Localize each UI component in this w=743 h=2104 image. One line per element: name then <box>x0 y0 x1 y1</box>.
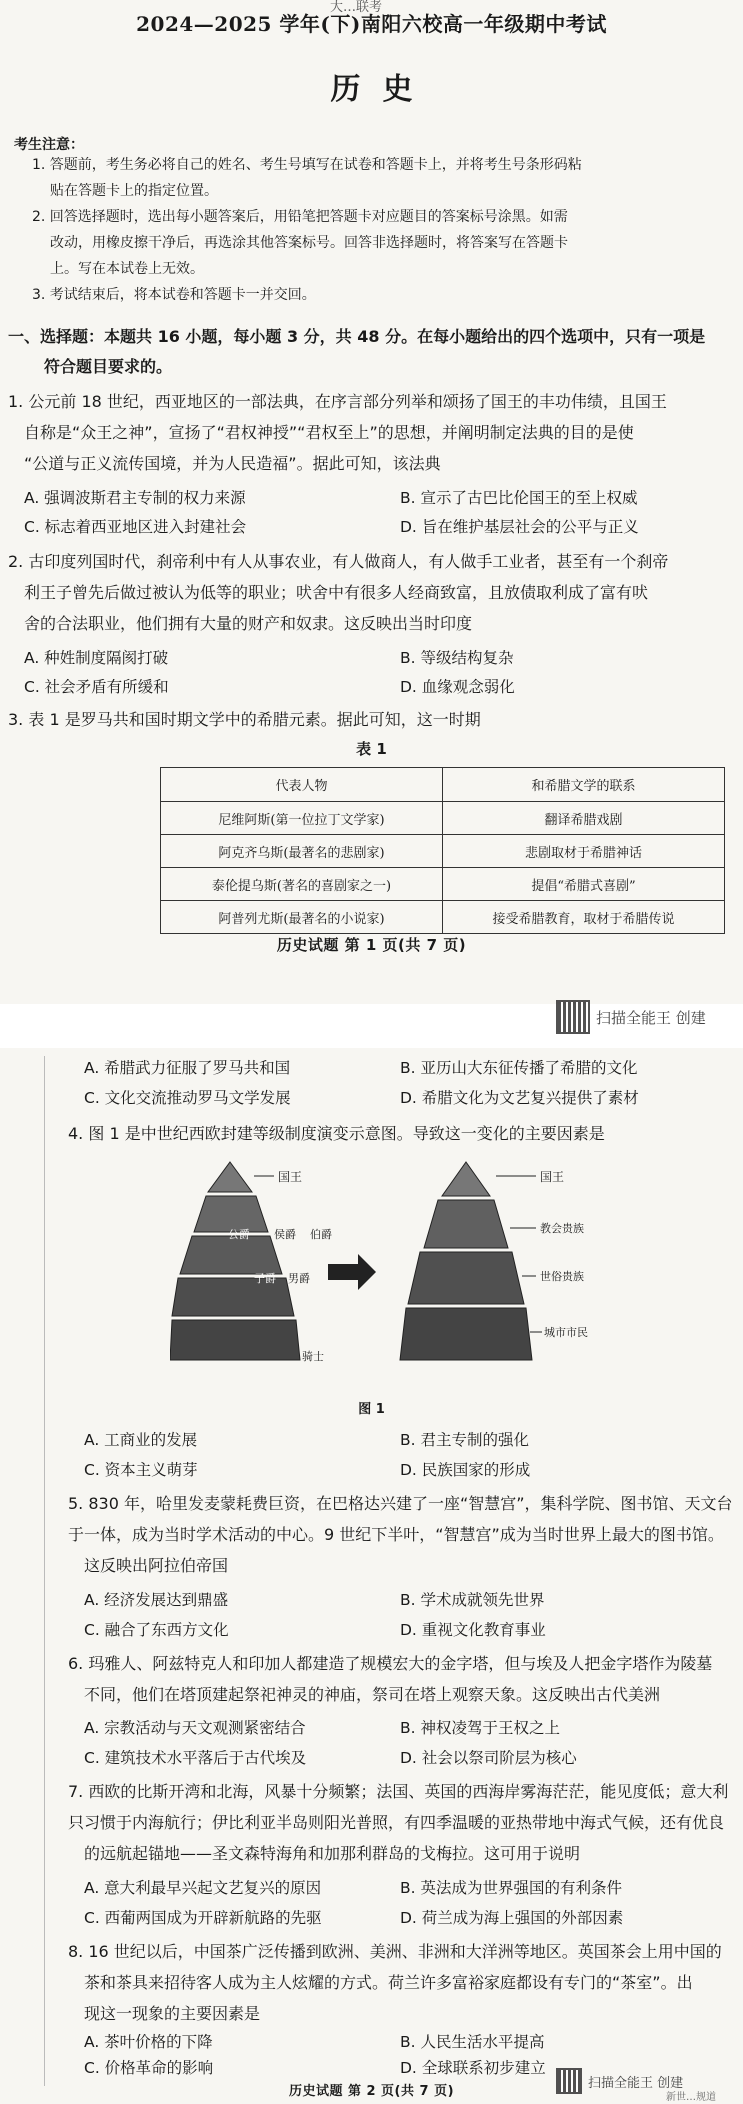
table-cell: 接受希腊教育，取材于希腊传说 <box>443 901 725 934</box>
table-header-cell: 和希腊文学的联系 <box>443 768 725 802</box>
exam-page-1 <box>0 0 743 1027</box>
table-cell: 悲剧取材于希腊神话 <box>443 835 725 868</box>
q7-option-a: A. 意大利最早兴起文艺复兴的原因 <box>84 1879 322 1897</box>
qr-code-icon <box>556 2068 582 2094</box>
figure-label: 子爵 <box>254 1272 276 1285</box>
q2-stem: 舍的合法职业，他们拥有大量的财产和奴隶。这反映出当时印度 <box>24 614 473 633</box>
page-edge-line <box>44 1056 45 2086</box>
q4-option-b: B. 君主专制的强化 <box>400 1431 529 1449</box>
section-heading: 一、选择题：本题共 16 小题，每小题 3 分，共 48 分。在每小题给出的四个选项中，只有一项是 <box>8 327 706 346</box>
scanner-watermark <box>556 2068 683 2094</box>
q1-option-a: A. 强调波斯君主专制的权力来源 <box>24 489 246 507</box>
figure-label: 男爵 <box>288 1272 310 1285</box>
right-pyramid <box>400 1162 532 1360</box>
q7-option-b: B. 英法成为世界强国的有利条件 <box>400 1879 622 1897</box>
q1-option-b: B. 宣示了古巴比伦国王的至上权威 <box>400 489 638 507</box>
q7-stem: 的远航起锚地——圣文森特海角和加那利群岛的戈梅拉。这可用于说明 <box>84 1844 581 1863</box>
table-cell: 提倡“希腊式喜剧” <box>443 868 725 901</box>
table-header-row <box>161 768 725 802</box>
qr-code-icon <box>556 1000 590 1034</box>
q8-stem: 现这一现象的主要因素是 <box>84 2004 261 2023</box>
q5-option-c: C. 融合了东西方文化 <box>84 1621 229 1639</box>
table-cell: 翻译希腊戏剧 <box>443 802 725 835</box>
q6-stem: 不同，他们在塔顶建起祭祀神灵的神庙，祭司在塔上观察天象。这反映出古代美洲 <box>84 1685 661 1704</box>
q2-option-a: A. 种姓制度隔阂打破 <box>24 649 169 667</box>
table-row <box>161 868 725 901</box>
q5-stem: 一体，成为当时学术活动的中心。9 世纪下半叶，“智慧宫”成为当时世界上最大的图书馆。 <box>84 1525 724 1544</box>
q5-stem: 这反映出阿拉伯帝国 <box>84 1556 229 1575</box>
q3-option-c: C. 文化交流推动罗马文学发展 <box>84 1089 291 1107</box>
scanner-text: 扫描全能王 创建 <box>588 2075 684 2091</box>
table-cell: 泰伦提乌斯(著名的喜剧家之一) <box>161 868 443 901</box>
q4-stem: 4. 图 1 是中世纪西欧封建等级制度演变示意图。导致这一变化的主要因素是 <box>68 1124 605 1143</box>
notice-heading: 考生注意： <box>14 137 84 153</box>
q2-option-b: B. 等级结构复杂 <box>400 649 514 667</box>
q8-option-a: A. 茶叶价格的下降 <box>84 2033 213 2051</box>
q8-option-d: D. 全球联系初步建立 <box>400 2059 546 2077</box>
figure-label: 教会贵族 <box>540 1222 584 1235</box>
table-cell: 阿克齐乌斯(最著名的悲剧家) <box>161 835 443 868</box>
figure-label: 城市市民 <box>544 1326 588 1339</box>
q8-stem: 8. 16 世纪以后，中国茶广泛传播到欧洲、美洲、非洲和大洋洲等地区。英国茶会上用中国的 <box>68 1942 722 1961</box>
q8-option-b: B. 人民生活水平提高 <box>400 2033 545 2051</box>
q1-option-c: C. 标志着西亚地区进入封建社会 <box>24 518 247 536</box>
q4-option-c: C. 资本主义萌芽 <box>84 1461 198 1479</box>
notice-item: 1. 答题前，考生务必将自己的姓名、考生号填写在试卷和答题卡上，并将考生号条形码粘 <box>32 157 582 173</box>
q3-option-a: A. 希腊武力征服了罗马共和国 <box>84 1059 291 1077</box>
notice-item: 改动，用橡皮擦干净后，再选涂其他答案标号。回答非选择题时，将答案写在答题卡 <box>50 235 568 251</box>
q7-option-d: D. 荷兰成为海上强国的外部因素 <box>400 1909 624 1927</box>
q3-option-b: B. 亚历山大东征传播了希腊的文化 <box>400 1059 638 1077</box>
q7-stem: 习惯于内海航行；伊比利亚半岛则阳光普照，有四季温暖的亚热带地中海式气候，还有优良 <box>84 1813 725 1832</box>
q6-stem: 6. 玛雅人、阿兹特克人和印加人都建造了规模宏大的金字塔，但与埃及人把金字塔作为陵墓 <box>68 1654 713 1673</box>
figure-caption: 图 1 <box>358 1402 385 1417</box>
corner-watermark: 新世…规道 <box>666 2092 716 2103</box>
q4-option-a: A. 工商业的发展 <box>84 1431 198 1449</box>
table-row <box>161 901 725 934</box>
exam-page-2 <box>0 1048 743 2104</box>
q8-option-c: C. 价格革命的影响 <box>84 2059 214 2077</box>
q4-option-d: D. 民族国家的形成 <box>400 1461 531 1479</box>
figure-label: 国王 <box>540 1170 565 1184</box>
q5-option-b: B. 学术成就领先世界 <box>400 1591 545 1609</box>
table-header-cell: 代表人物 <box>161 768 443 802</box>
q8-stem: 茶和茶具来招待客人成为主人炫耀的方式。荷兰许多富裕家庭都设有专门的“茶室”。出 <box>84 1973 693 1992</box>
figure-label: 伯爵 <box>310 1228 332 1241</box>
left-pyramid <box>170 1162 303 1360</box>
page-footer: 历史试题 第 2 页(共 7 页) <box>288 2084 455 2099</box>
notice-item: 2. 回答选择题时，选出每小题答案后，用铅笔把答题卡对应题目的答案标号涂黑。如需 <box>32 209 568 225</box>
table-cell: 阿普列尤斯(最著名的小说家) <box>161 901 443 934</box>
section-heading-cont: 符合题目要求的。 <box>44 357 173 376</box>
figure-label: 公爵 <box>228 1228 250 1241</box>
page-footer: 历史试题 第 1 页(共 7 页) <box>276 936 467 954</box>
figure-label: 世俗贵族 <box>540 1270 584 1283</box>
q2-option-c: C. 社会矛盾有所缓和 <box>24 678 169 696</box>
q5-option-d: D. 重视文化教育事业 <box>400 1621 546 1639</box>
figure-label: 骑士 <box>302 1350 324 1363</box>
q2-stem: 利王子曾先后做过被认为低等的职业；吠舍中有很多人经商致富，且放债取利成了富有吠 <box>24 583 649 602</box>
notice-item: 上。写在本试卷上无效。 <box>50 261 204 277</box>
scanner-watermark <box>556 1000 706 1034</box>
notice-item: 贴在答题卡上的指定位置。 <box>50 183 218 199</box>
q6-option-d: D. 社会以祭司阶层为核心 <box>400 1749 577 1767</box>
q2-option-d: D. 血缘观念弱化 <box>400 678 515 696</box>
figure-1 <box>170 1152 590 1392</box>
notice-item: 3. 考试结束后，将本试卷和答题卡一并交回。 <box>32 287 316 303</box>
q5-stem: 5. 830 年，哈里发麦蒙耗费巨资，在巴格达兴建了一座“智慧宫”，集科学院、图书馆、天文台于 <box>68 1494 733 1544</box>
q1-stem: “公道与正义流传国境，并为人民造福”。据此可知，该法典 <box>24 454 441 473</box>
q7-option-c: C. 西葡两国成为开辟新航路的先驱 <box>84 1909 322 1927</box>
table-cell: 尼维阿斯(第一位拉丁文学家) <box>161 802 443 835</box>
figure-label: 国王 <box>278 1170 303 1184</box>
table-row <box>161 835 725 868</box>
arrow-icon <box>328 1254 376 1290</box>
table-row <box>161 802 725 835</box>
table-caption: 表 1 <box>356 740 387 758</box>
table-1 <box>160 767 725 934</box>
exam-title: 2024—2025 学年(下)南阳六校高一年级期中考试 <box>136 12 607 36</box>
subject-title: 历史 <box>330 72 435 107</box>
q1-stem: 1. 公元前 18 世纪，西亚地区的一部法典，在序言部分列举和颂扬了国王的丰功伟绩，且国王 <box>8 392 667 411</box>
q5-option-a: A. 经济发展达到鼎盛 <box>84 1591 229 1609</box>
scanner-text: 扫描全能王 创建 <box>596 1008 706 1027</box>
q3-stem: 3. 表 1 是罗马共和国时期文学中的希腊元素。据此可知，这一时期 <box>8 710 481 729</box>
q6-option-a: A. 宗教活动与天文观测紧密结合 <box>84 1719 306 1737</box>
feudal-hierarchy-diagram <box>170 1152 590 1392</box>
q2-stem: 2. 古印度列国时代，刹帝利中有人从事农业，有人做商人，有人做手工业者，甚至有一个刹帝 <box>8 552 669 571</box>
q1-stem: 自称是“众王之神”，宣扬了“君权神授”“君权至上”的思想，并阐明制定法典的目的是使 <box>24 423 634 442</box>
q6-option-b: B. 神权凌驾于王权之上 <box>400 1719 560 1737</box>
q1-option-d: D. 旨在维护基层社会的公平与正义 <box>400 518 639 536</box>
q3-option-d: D. 希腊文化为文艺复兴提供了素材 <box>400 1089 639 1107</box>
q7-stem: 7. 西欧的比斯开湾和北海，风暴十分频繁；法国、英国的西海岸雾海茫茫，能见度低；意大利只 <box>68 1782 729 1832</box>
figure-label: 侯爵 <box>274 1228 296 1241</box>
top-fragment: 大…联考 <box>330 0 383 15</box>
q6-option-c: C. 建筑技术水平落后于古代埃及 <box>84 1749 307 1767</box>
